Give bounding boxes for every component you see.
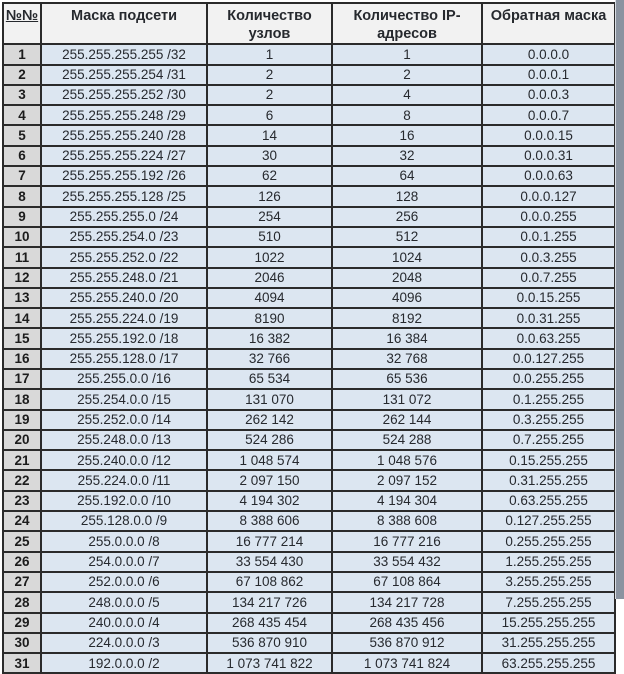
wildcard-mask-cell: 0.0.0.15 <box>482 125 615 145</box>
wildcard-mask-cell: 7.255.255.255 <box>482 592 615 612</box>
row-number-cell: 29 <box>3 613 41 633</box>
table-header-row <box>3 3 615 44</box>
host-count-cell: 1 048 574 <box>207 450 332 470</box>
table-row <box>3 491 615 511</box>
table-row <box>3 65 615 85</box>
row-number-cell: 28 <box>3 592 41 612</box>
host-count-cell: 268 435 454 <box>207 613 332 633</box>
table-row <box>3 592 615 612</box>
subnet-mask-cell: 255.192.0.0 /10 <box>41 491 207 511</box>
row-number-cell: 22 <box>3 470 41 490</box>
host-count-cell: 510 <box>207 227 332 247</box>
row-number-cell: 10 <box>3 227 41 247</box>
ip-count-cell: 4 <box>332 85 482 105</box>
wildcard-mask-cell: 0.0.0.63 <box>482 166 615 186</box>
wildcard-mask-cell: 0.0.1.255 <box>482 227 615 247</box>
wildcard-mask-cell: 0.0.31.255 <box>482 308 615 328</box>
subnet-mask-cell: 255.255.255.255 /32 <box>41 44 207 64</box>
row-number-cell: 6 <box>3 146 41 166</box>
table-row <box>3 552 615 572</box>
row-number-cell: 31 <box>3 653 41 673</box>
ip-count-cell: 1024 <box>332 247 482 267</box>
subnet-mask-cell: 255.224.0.0 /11 <box>41 470 207 490</box>
host-count-cell: 131 070 <box>207 389 332 409</box>
subnet-mask-cell: 240.0.0.0 /4 <box>41 613 207 633</box>
host-count-cell: 67 108 862 <box>207 572 332 592</box>
host-count-cell: 2 <box>207 65 332 85</box>
row-number-cell: 17 <box>3 369 41 389</box>
ip-count-cell: 134 217 728 <box>332 592 482 612</box>
row-number-cell: 14 <box>3 308 41 328</box>
wildcard-mask-cell: 0.127.255.255 <box>482 511 615 531</box>
host-count-cell: 32 766 <box>207 349 332 369</box>
subnet-mask-cell: 255.240.0.0 /12 <box>41 450 207 470</box>
ip-count-cell: 16 777 216 <box>332 531 482 551</box>
wildcard-mask-cell: 15.255.255.255 <box>482 613 615 633</box>
host-count-cell: 8 388 606 <box>207 511 332 531</box>
subnet-mask-cell: 255.255.192.0 /18 <box>41 328 207 348</box>
table-row <box>3 389 615 409</box>
ip-count-cell: 67 108 864 <box>332 572 482 592</box>
subnet-mask-cell: 224.0.0.0 /3 <box>41 633 207 653</box>
host-count-cell: 134 217 726 <box>207 592 332 612</box>
wildcard-mask-cell: 0.0.7.255 <box>482 268 615 288</box>
wildcard-mask-cell: 0.0.63.255 <box>482 328 615 348</box>
wildcard-mask-cell: 0.63.255.255 <box>482 491 615 511</box>
wildcard-mask-cell: 0.7.255.255 <box>482 430 615 450</box>
wildcard-mask-cell: 0.31.255.255 <box>482 470 615 490</box>
wildcard-mask-cell: 31.255.255.255 <box>482 633 615 653</box>
column-header-host-count <box>207 3 332 44</box>
subnet-mask-cell: 255.255.224.0 /19 <box>41 308 207 328</box>
subnet-mask-cell: 255.255.255.192 /26 <box>41 166 207 186</box>
table-row <box>3 349 615 369</box>
wildcard-mask-cell: 0.3.255.255 <box>482 410 615 430</box>
table-row <box>3 44 615 64</box>
ip-count-cell: 4 194 304 <box>332 491 482 511</box>
column-header-wildcard-mask <box>482 3 615 44</box>
row-number-cell: 7 <box>3 166 41 186</box>
row-number-cell: 15 <box>3 328 41 348</box>
ip-count-cell: 32 <box>332 146 482 166</box>
ip-count-cell: 8 388 608 <box>332 511 482 531</box>
subnet-mask-cell: 255.252.0.0 /14 <box>41 410 207 430</box>
row-number-cell: 9 <box>3 207 41 227</box>
table-row <box>3 531 615 551</box>
ip-count-cell: 1 <box>332 44 482 64</box>
subnet-mask-table <box>2 2 616 674</box>
host-count-cell: 14 <box>207 125 332 145</box>
ip-count-cell: 8 <box>332 105 482 125</box>
table-row <box>3 186 615 206</box>
wildcard-mask-cell: 0.0.15.255 <box>482 288 615 308</box>
subnet-mask-cell: 255.255.252.0 /22 <box>41 247 207 267</box>
wildcard-mask-cell: 0.0.0.1 <box>482 65 615 85</box>
row-number-cell: 18 <box>3 389 41 409</box>
host-count-cell: 126 <box>207 186 332 206</box>
wildcard-mask-cell: 0.0.0.255 <box>482 207 615 227</box>
host-count-cell: 262 142 <box>207 410 332 430</box>
table-body <box>3 44 615 673</box>
subnet-mask-cell: 192.0.0.0 /2 <box>41 653 207 673</box>
subnet-mask-cell: 255.255.255.128 /25 <box>41 186 207 206</box>
subnet-mask-cell: 255.255.240.0 /20 <box>41 288 207 308</box>
host-count-cell: 33 554 430 <box>207 552 332 572</box>
host-count-cell: 8190 <box>207 308 332 328</box>
host-count-cell: 254 <box>207 207 332 227</box>
ip-count-cell: 512 <box>332 227 482 247</box>
table-row <box>3 410 615 430</box>
subnet-mask-cell: 255.255.128.0 /17 <box>41 349 207 369</box>
column-header-host-count-label: Количество узлов <box>227 8 312 43</box>
host-count-cell: 30 <box>207 146 332 166</box>
subnet-mask-cell: 255.0.0.0 /8 <box>41 531 207 551</box>
wildcard-mask-cell: 3.255.255.255 <box>482 572 615 592</box>
ip-count-cell: 256 <box>332 207 482 227</box>
row-number-cell: 11 <box>3 247 41 267</box>
table-row <box>3 247 615 267</box>
wildcard-mask-cell: 63.255.255.255 <box>482 653 615 673</box>
table-row <box>3 125 615 145</box>
subnet-mask-cell: 255.255.255.248 /29 <box>41 105 207 125</box>
table-row <box>3 613 615 633</box>
table-row <box>3 450 615 470</box>
row-number-cell: 5 <box>3 125 41 145</box>
column-header-number-label: №№ <box>5 8 39 24</box>
subnet-mask-cell: 255.255.255.0 /24 <box>41 207 207 227</box>
row-number-cell: 26 <box>3 552 41 572</box>
subnet-mask-cell: 255.248.0.0 /13 <box>41 430 207 450</box>
row-number-cell: 20 <box>3 430 41 450</box>
row-number-cell: 8 <box>3 186 41 206</box>
host-count-cell: 2046 <box>207 268 332 288</box>
subnet-mask-cell: 255.255.255.224 /27 <box>41 146 207 166</box>
host-count-cell: 62 <box>207 166 332 186</box>
wildcard-mask-cell: 0.0.0.3 <box>482 85 615 105</box>
host-count-cell: 1 073 741 822 <box>207 653 332 673</box>
ip-count-cell: 65 536 <box>332 369 482 389</box>
row-number-cell: 3 <box>3 85 41 105</box>
row-number-cell: 25 <box>3 531 41 551</box>
table-row <box>3 653 615 673</box>
ip-count-cell: 33 554 432 <box>332 552 482 572</box>
column-header-subnet-mask-label: Маска подсети <box>70 8 178 24</box>
row-number-cell: 24 <box>3 511 41 531</box>
wildcard-mask-cell: 0.15.255.255 <box>482 450 615 470</box>
row-number-cell: 21 <box>3 450 41 470</box>
ip-count-cell: 131 072 <box>332 389 482 409</box>
table-row <box>3 227 615 247</box>
column-header-ip-count-label: Количество IP-адресов <box>353 8 461 43</box>
ip-count-cell: 1 048 576 <box>332 450 482 470</box>
row-number-cell: 13 <box>3 288 41 308</box>
table-row <box>3 207 615 227</box>
wildcard-mask-cell: 0.0.3.255 <box>482 247 615 267</box>
host-count-cell: 524 286 <box>207 430 332 450</box>
ip-count-cell: 2048 <box>332 268 482 288</box>
ip-count-cell: 128 <box>332 186 482 206</box>
ip-count-cell: 262 144 <box>332 410 482 430</box>
row-number-cell: 4 <box>3 105 41 125</box>
subnet-mask-cell: 255.255.255.254 /31 <box>41 65 207 85</box>
subnet-mask-cell: 255.255.254.0 /23 <box>41 227 207 247</box>
wildcard-mask-cell: 0.0.0.127 <box>482 186 615 206</box>
wildcard-mask-cell: 1.255.255.255 <box>482 552 615 572</box>
subnet-mask-cell: 252.0.0.0 /6 <box>41 572 207 592</box>
ip-count-cell: 536 870 912 <box>332 633 482 653</box>
wildcard-mask-cell: 0.0.127.255 <box>482 349 615 369</box>
table-row <box>3 85 615 105</box>
host-count-cell: 65 534 <box>207 369 332 389</box>
ip-count-cell: 16 <box>332 125 482 145</box>
right-edge-background <box>615 0 624 599</box>
row-number-cell: 16 <box>3 349 41 369</box>
host-count-cell: 16 777 214 <box>207 531 332 551</box>
table-row <box>3 511 615 531</box>
row-number-cell: 27 <box>3 572 41 592</box>
wildcard-mask-cell: 0.0.0.7 <box>482 105 615 125</box>
table-row <box>3 430 615 450</box>
table-header <box>3 3 615 44</box>
subnet-mask-cell: 248.0.0.0 /5 <box>41 592 207 612</box>
host-count-cell: 16 382 <box>207 328 332 348</box>
column-header-subnet-mask <box>41 3 207 44</box>
wildcard-mask-cell: 0.0.0.31 <box>482 146 615 166</box>
wildcard-mask-cell: 0.0.255.255 <box>482 369 615 389</box>
ip-count-cell: 268 435 456 <box>332 613 482 633</box>
host-count-cell: 1022 <box>207 247 332 267</box>
subnet-mask-cell: 254.0.0.0 /7 <box>41 552 207 572</box>
table-row <box>3 146 615 166</box>
ip-count-cell: 16 384 <box>332 328 482 348</box>
table-row <box>3 470 615 490</box>
subnet-mask-cell: 255.255.255.240 /28 <box>41 125 207 145</box>
wildcard-mask-cell: 0.255.255.255 <box>482 531 615 551</box>
ip-count-cell: 4096 <box>332 288 482 308</box>
subnet-mask-cell: 255.128.0.0 /9 <box>41 511 207 531</box>
table-row <box>3 166 615 186</box>
host-count-cell: 4 194 302 <box>207 491 332 511</box>
table-row <box>3 308 615 328</box>
ip-count-cell: 1 073 741 824 <box>332 653 482 673</box>
subnet-mask-cell: 255.255.0.0 /16 <box>41 369 207 389</box>
row-number-cell: 30 <box>3 633 41 653</box>
host-count-cell: 2 <box>207 85 332 105</box>
row-number-cell: 12 <box>3 268 41 288</box>
table-row <box>3 369 615 389</box>
host-count-cell: 6 <box>207 105 332 125</box>
ip-count-cell: 524 288 <box>332 430 482 450</box>
ip-count-cell: 32 768 <box>332 349 482 369</box>
ip-count-cell: 2 <box>332 65 482 85</box>
table-row <box>3 328 615 348</box>
ip-count-cell: 8192 <box>332 308 482 328</box>
table-row <box>3 288 615 308</box>
host-count-cell: 2 097 150 <box>207 470 332 490</box>
host-count-cell: 1 <box>207 44 332 64</box>
wildcard-mask-cell: 0.1.255.255 <box>482 389 615 409</box>
host-count-cell: 536 870 910 <box>207 633 332 653</box>
row-number-cell: 1 <box>3 44 41 64</box>
row-number-cell: 19 <box>3 410 41 430</box>
subnet-mask-cell: 255.254.0.0 /15 <box>41 389 207 409</box>
table-row <box>3 633 615 653</box>
table-row <box>3 268 615 288</box>
row-number-cell: 2 <box>3 65 41 85</box>
ip-count-cell: 64 <box>332 166 482 186</box>
table-row <box>3 572 615 592</box>
column-header-ip-count <box>332 3 482 44</box>
host-count-cell: 4094 <box>207 288 332 308</box>
subnet-mask-cell: 255.255.248.0 /21 <box>41 268 207 288</box>
column-header-wildcard-mask-label: Обратная маска <box>490 8 607 24</box>
ip-count-cell: 2 097 152 <box>332 470 482 490</box>
wildcard-mask-cell: 0.0.0.0 <box>482 44 615 64</box>
subnet-mask-cell: 255.255.255.252 /30 <box>41 85 207 105</box>
table-row <box>3 105 615 125</box>
column-header-number <box>3 3 41 44</box>
row-number-cell: 23 <box>3 491 41 511</box>
